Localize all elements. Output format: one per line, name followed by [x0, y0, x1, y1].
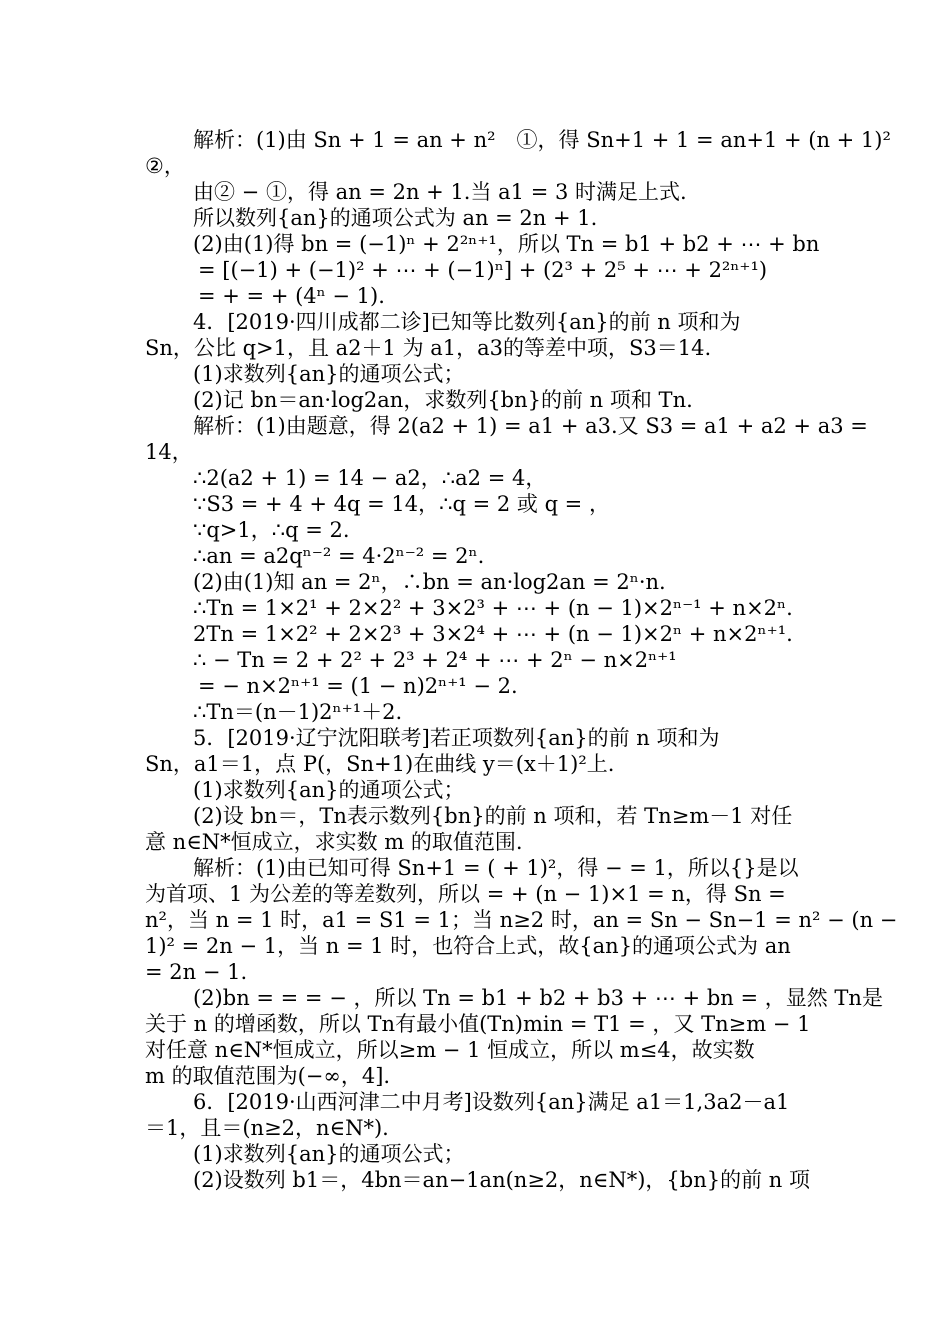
text-line: (2)由(1)知 an = 2ⁿ，∴bn = an·log2an = 2ⁿ·n.	[193, 570, 666, 594]
text-line: 解析：(1)由 Sn + 1 = an + n² ①，得 Sn+1 + 1 = an+1 + (n + 1)²	[193, 128, 891, 152]
text-line: (1)求数列{an}的通项公式；	[193, 778, 465, 802]
text-line: 关于 n 的增函数，所以 Tn有最小值(Tn)min = T1 = ，又 Tn≥m − 1	[145, 1012, 811, 1036]
text-line: 解析：(1)由已知可得 Sn+1 = ( + 1)²，得 − = 1，所以{}是以	[193, 856, 799, 880]
text-line: 所以数列{an}的通项公式为 an = 2n + 1.	[193, 206, 598, 230]
text-line: ∴2(a2 + 1) = 14 − a2，∴a2 = 4，	[193, 466, 547, 490]
text-line: (1)求数列{an}的通项公式；	[193, 1142, 465, 1166]
text-line: ∴Tn＝(n－1)2ⁿ⁺¹＋2.	[193, 700, 403, 724]
text-line: (2)记 bn＝an·log2an，求数列{bn}的前 n 项和 Tn.	[193, 388, 693, 412]
text-line: = + = + (4ⁿ − 1).	[198, 284, 385, 308]
text-line: 4．[2019·四川成都二诊]已知等比数列{an}的前 n 项和为	[193, 310, 741, 334]
text-line: ∴ − Tn = 2 + 2² + 2³ + 2⁴ + ⋯ + 2ⁿ − n×2ⁿ⁺¹	[193, 648, 677, 672]
text-line: ＝1，且＝(n≥2，n∈N*).	[145, 1116, 389, 1140]
text-line: ∵S3 = + 4 + 4q = 14，∴q = 2 或 q = ，	[193, 492, 610, 516]
text-line: 5．[2019·辽宁沈阳联考]若正项数列{an}的前 n 项和为	[193, 726, 720, 750]
text-line: 由② − ①，得 an = 2n + 1.当 a1 = 3 时满足上式.	[193, 180, 687, 204]
text-line: = [(−1) + (−1)² + ⋯ + (−1)ⁿ] + (2³ + 2⁵ + ⋯ + 2²ⁿ⁺¹)	[198, 258, 768, 282]
text-line: = − n×2ⁿ⁺¹ = (1 − n)2ⁿ⁺¹ − 2.	[198, 674, 518, 698]
text-line: (1)求数列{an}的通项公式；	[193, 362, 465, 386]
text-line: ∴Tn = 1×2¹ + 2×2² + 3×2³ + ⋯ + (n − 1)×2ⁿ⁻¹ + n×2ⁿ.	[193, 596, 793, 620]
text-line: ②，	[145, 154, 185, 178]
text-line: Sn，a1＝1，点 P(，Sn+1)在曲线 y＝(x＋1)²上.	[145, 752, 615, 776]
text-line: (2)bn = = = − ，所以 Tn = b1 + b2 + b3 + ⋯ + bn = ，显然 Tn是	[193, 986, 883, 1010]
text-line: m 的取值范围为(−∞，4].	[145, 1064, 391, 1088]
text-line: Sn，公比 q>1，且 a2＋1 为 a1，a3的等差中项，S3＝14.	[145, 336, 712, 360]
text-line: 对任意 n∈N*恒成立，所以≥m − 1 恒成立，所以 m≤4，故实数	[145, 1038, 755, 1062]
text-line: 14，	[145, 440, 193, 464]
text-line: n²，当 n = 1 时，a1 = S1 = 1；当 n≥2 时，an = Sn − Sn−1 = n² − (n −	[145, 908, 898, 932]
text-line: 6．[2019·山西河津二中月考]设数列{an}满足 a1＝1,3a2－a1	[193, 1090, 790, 1114]
text-line: 解析：(1)由题意，得 2(a2 + 1) = a1 + a3.又 S3 = a1 + a2 + a3 =	[193, 414, 868, 438]
text-line: ∴an = a2qⁿ⁻² = 4·2ⁿ⁻² = 2ⁿ.	[193, 544, 485, 568]
text-line: = 2n − 1.	[145, 960, 248, 984]
text-line: (2)设 bn＝，Tn表示数列{bn}的前 n 项和，若 Tn≥m－1 对任	[193, 804, 793, 828]
text-line: ∵q>1，∴q = 2.	[193, 518, 350, 542]
text-line: 意 n∈N*恒成立，求实数 m 的取值范围.	[145, 830, 523, 854]
text-line: 1)² = 2n − 1，当 n = 1 时，也符合上式，故{an}的通项公式为 an	[145, 934, 791, 958]
text-line: (2)由(1)得 bn = (−1)ⁿ + 2²ⁿ⁺¹，所以 Tn = b1 + b2 + ⋯ + bn	[193, 232, 820, 256]
text-line: 为首项、1 为公差的等差数列，所以 = + (n − 1)×1 = n，得 Sn =	[145, 882, 786, 906]
text-line: 2Tn = 1×2² + 2×2³ + 3×2⁴ + ⋯ + (n − 1)×2ⁿ + n×2ⁿ⁺¹.	[193, 622, 793, 646]
text-line: (2)设数列 b1＝，4bn＝an−1an(n≥2，n∈N*)，{bn}的前 n 项	[193, 1168, 810, 1192]
